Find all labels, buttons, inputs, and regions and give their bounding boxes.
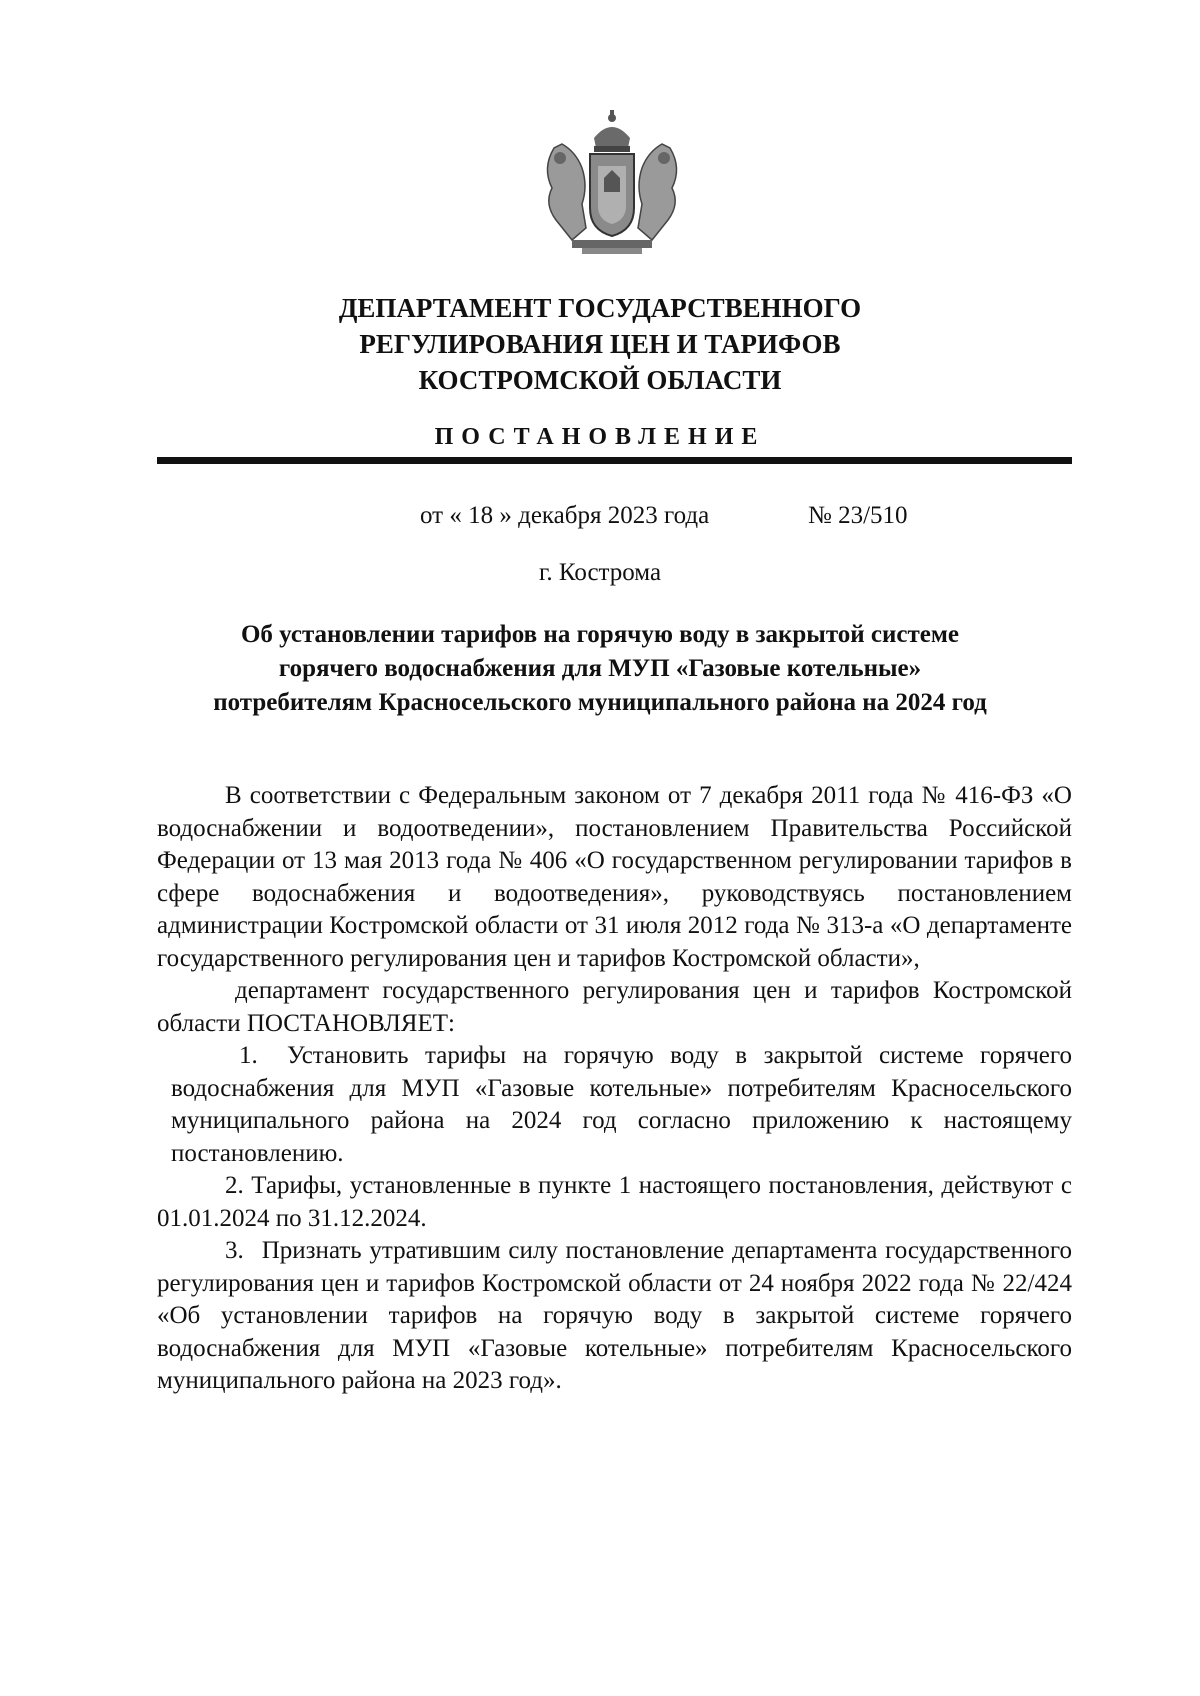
- item-number: 2.: [225, 1172, 244, 1199]
- department-line: ДЕПАРТАМЕНТ ГОСУДАРСТВЕННОГО: [338, 293, 862, 323]
- resolves-paragraph: департамент государственного регулирования цен и тарифов Костромской области ПОСТАНОВЛЯЕТ:: [157, 977, 1072, 1037]
- department-line: КОСТРОМСКОЙ ОБЛАСТИ: [418, 365, 782, 395]
- item-text: Установить тарифы на горячую воду в закрытой системе горячего водоснабжения для МУП «Газовые котельные» потребителям Красносельского муниципального района на 2024 год согласно приложению к настоящему постановлению.: [171, 1042, 1072, 1167]
- item-text: Тарифы, установленные в пункте 1 настоящего постановления, действуют с 01.01.2024 по 31.12.2024.: [157, 1172, 1072, 1232]
- item-number: 1.: [239, 1042, 258, 1069]
- item-3: [157, 1235, 1072, 1398]
- document-city: г. Кострома: [538, 559, 662, 586]
- item-number: 3.: [225, 1237, 244, 1264]
- subject-line: Об установлении тарифов на горячую воду в закрытой системе: [240, 621, 960, 648]
- subject-line: горячего водоснабжения для МУП «Газовые котельные»: [278, 655, 922, 682]
- preamble-paragraph: В соответствии с Федеральным законом от 7 декабря 2011 года № 416-ФЗ «О водоснабжении и водоотведении», постановлением Правительства Российской Федерации от 13 мая 2013 года № 406 «О государственном регулировании тарифов в сфере водоснабжения и водоотведения», руководствуясь постановлением администрации Костромской области от 31 июля 2012 года № 313-а «О департаменте государственного регулирования цен и тарифов Костромской области»,: [157, 782, 1072, 972]
- document-number: № 23/510: [808, 502, 908, 529]
- document-type: ПОСТАНОВЛЕНИЕ: [434, 424, 766, 450]
- item-2: [157, 1170, 1072, 1235]
- coat-of-arms-icon: [532, 108, 692, 258]
- item-text: Признать утратившим силу постановление департамента государственного регулирования цен и тарифов Костромской области от 24 ноября 2022 года № 22/424 «Об установлении тарифов на горячую воду в закрытой системе горячего водоснабжения для МУП «Газовые котельные» потребителям Красносельского муниципального района на 2023 год».: [157, 1237, 1072, 1394]
- department-name: [0, 290, 1200, 398]
- item-1: [157, 1040, 1072, 1170]
- document-date: от « 18 » декабря 2023 года: [420, 502, 710, 529]
- header-divider: [157, 457, 1072, 464]
- subject-line: потребителям Красносельского муниципального района на 2024 год: [213, 689, 987, 716]
- document-body: [157, 780, 1072, 1398]
- document-subject: [0, 618, 1200, 720]
- department-line: РЕГУЛИРОВАНИЯ ЦЕН И ТАРИФОВ: [359, 329, 841, 359]
